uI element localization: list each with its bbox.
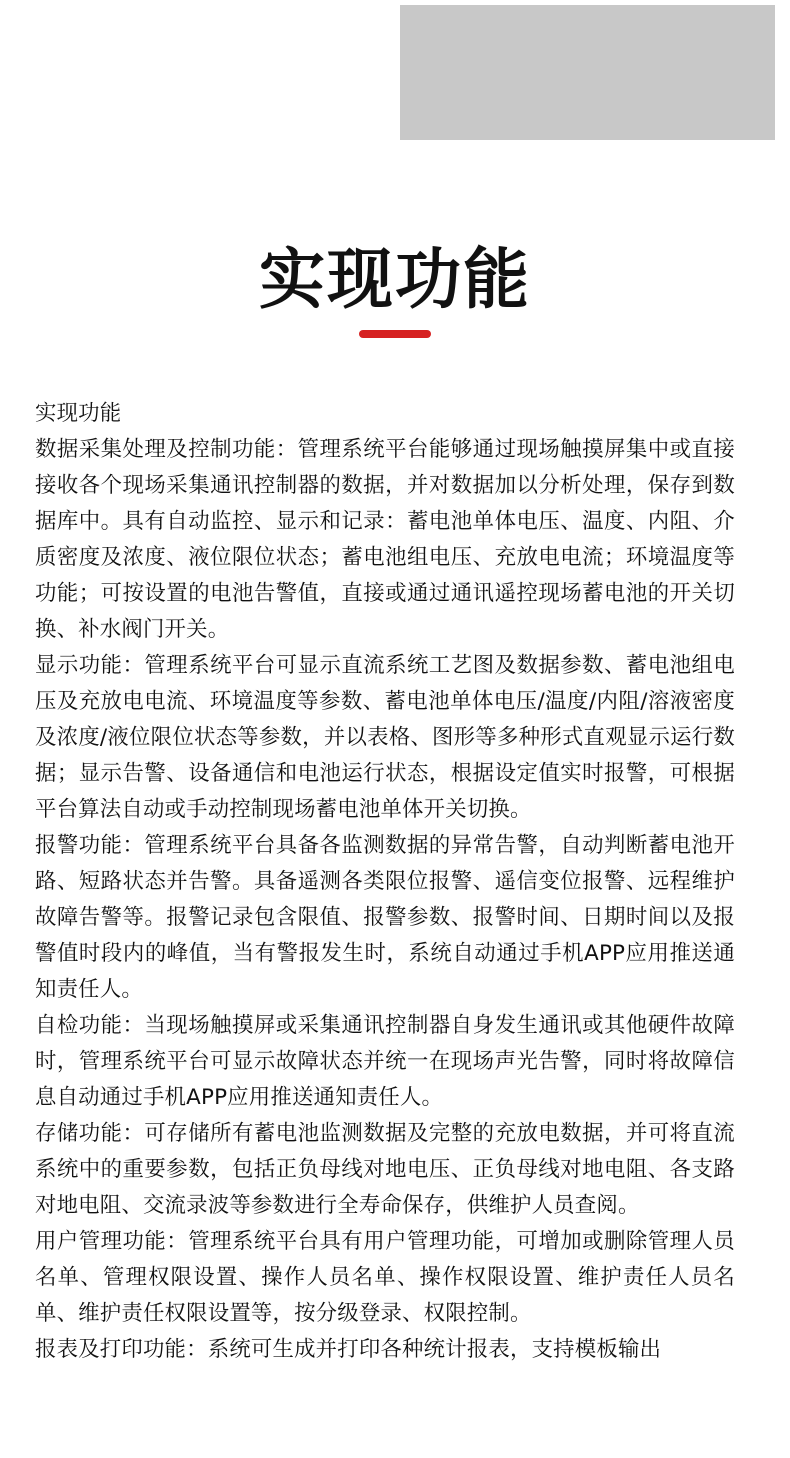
top-image-placeholder <box>400 5 775 140</box>
paragraph-display: 显示功能：管理系统平台可显示直流系统工艺图及数据参数、蓄电池组电压及充放电电流、环境温度等参数、蓄电池单体电压/温度/内阻/溶液密度及浓度/液位限位状态等参数，并以表格、图形等多种形式直观显示运行数据；显示告警、设备通信和电池运行状态，根据设定值实时报警，可根据平台算法自动或手动控制现场蓄电池单体开关切换。 <box>35 653 735 822</box>
paragraph-self-check: 自检功能：当现场触摸屏或采集通讯控制器自身发生通讯或其他硬件故障时，管理系统平台可显示故障状态并统一在现场声光告警，同时将故障信息自动通过手机APP应用推送通知责任人。 <box>35 1013 735 1110</box>
title-underline <box>359 330 431 338</box>
paragraph-data-acquisition: 数据采集处理及控制功能：管理系统平台能够通过现场触摸屏集中或直接接收各个现场采集通讯控制器的数据，并对数据加以分析处理，保存到数据库中。具有自动监控、显示和记录：蓄电池单体电压、温度、内阻、介质密度及浓度、液位限位状态；蓄电池组电压、充放电电流；环境温度等功能；可按设置的电池告警值，直接或通过通讯遥控现场蓄电池的开关切换、补水阀门开关。 <box>35 437 735 642</box>
paragraph-report-print: 报表及打印功能：系统可生成并打印各种统计报表，支持模板输出 <box>35 1337 662 1362</box>
article-body <box>35 396 735 1446</box>
paragraph-user-management: 用户管理功能：管理系统平台具有用户管理功能，可增加或删除管理人员名单、管理权限设置、操作人员名单、操作权限设置、维护责任人员名单、维护责任权限设置等，按分级登录、权限控制。 <box>35 1229 735 1326</box>
section-heading: 实现功能 <box>35 401 122 426</box>
page-title: 实现功能 <box>259 241 531 318</box>
paragraph-alarm: 报警功能：管理系统平台具备各监测数据的异常告警，自动判断蓄电池开路、短路状态并告警。具备遥测各类限位报警、遥信变位报警、远程维护故障告警等。报警记录包含限值、报警参数、报警时间、日期时间以及报警值时段内的峰值，当有警报发生时，系统自动通过手机APP应用推送通知责任人。 <box>35 833 735 1002</box>
paragraph-storage: 存储功能：可存储所有蓄电池监测数据及完整的充放电数据，并可将直流系统中的重要参数，包括正负母线对地电压、正负母线对地电阻、各支路对地电阻、交流录波等参数进行全寿命保存，供维护人员查阅。 <box>35 1121 735 1218</box>
bottom-fade <box>0 1446 790 1458</box>
